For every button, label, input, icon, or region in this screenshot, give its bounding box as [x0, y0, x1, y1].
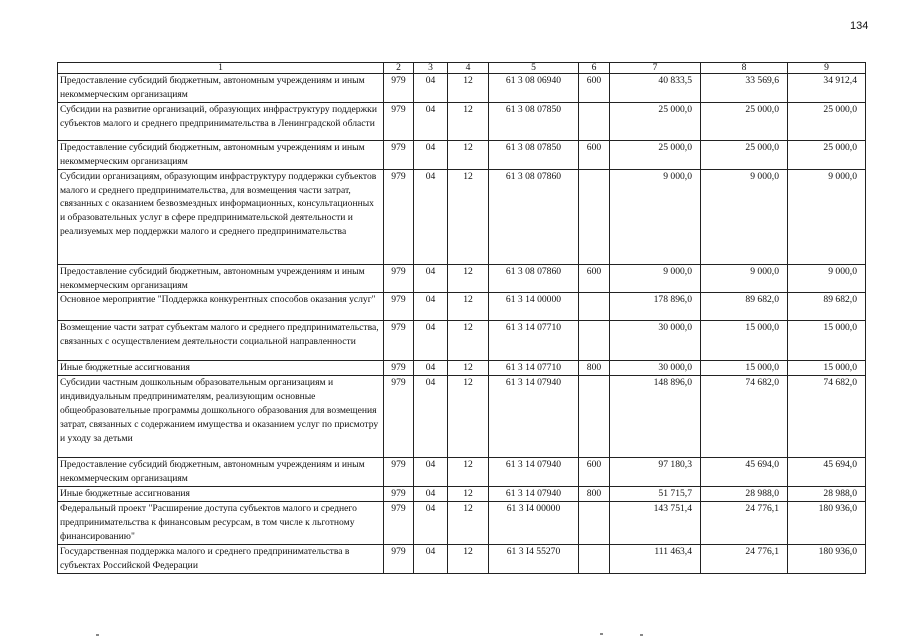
cell-col-9: 34 912,4	[788, 74, 866, 103]
cell-col-3: 04	[414, 502, 448, 545]
table-row	[58, 74, 866, 103]
table-row	[58, 544, 866, 573]
cell-col-3: 04	[414, 321, 448, 361]
table-row	[58, 321, 866, 361]
cell-col-8: 28 988,0	[701, 487, 788, 502]
cell-col-2: 979	[384, 264, 414, 293]
cell-col-4: 12	[448, 264, 489, 293]
cell-col-5: 61 3 08 06940	[489, 74, 579, 103]
cell-col-4: 12	[448, 293, 489, 321]
cell-col-5: 61 3 14 00000	[489, 293, 579, 321]
table-body	[58, 74, 866, 574]
cell-col-8: 9 000,0	[701, 169, 788, 264]
cell-col-8: 24 776,1	[701, 544, 788, 573]
cell-col-9: 74 682,0	[788, 376, 866, 458]
cell-col-5: 61 3 14 07940	[489, 376, 579, 458]
cell-col-6: 600	[579, 264, 610, 293]
cell-col-8: 45 694,0	[701, 458, 788, 487]
table-row	[58, 169, 866, 264]
cell-col-8: 89 682,0	[701, 293, 788, 321]
cell-col-6: 600	[579, 140, 610, 169]
cell-col-5: 61 3 I4 00000	[489, 502, 579, 545]
scan-mark	[640, 634, 643, 636]
cell-col-8: 24 776,1	[701, 502, 788, 545]
cell-col-3: 04	[414, 140, 448, 169]
cell-col-5: 61 3 08 07860	[489, 169, 579, 264]
cell-name: Субсидии организациям, образующим инфраструктуру поддержки субъектов малого и среднего предпринимательства, для возмещения части затрат, связанных с оказанием безвозмездных информационных, консультационных и образовательных услуг в сфере предпринимательской деятельности и реализуемых мер поддержки малого и среднего предпринимательства	[58, 169, 384, 264]
cell-name: Возмещение части затрат субъектам малого и среднего предпринимательства, связанных с осуществлением деятельности социальной направленности	[58, 321, 384, 361]
cell-col-4: 12	[448, 102, 489, 140]
cell-col-3: 04	[414, 458, 448, 487]
cell-col-7: 111 463,4	[610, 544, 701, 573]
scan-mark	[96, 634, 99, 636]
cell-col-3: 04	[414, 293, 448, 321]
table-row	[58, 502, 866, 545]
table-header-row	[58, 63, 866, 74]
cell-col-9: 9 000,0	[788, 264, 866, 293]
cell-col-5: 61 3 14 07940	[489, 487, 579, 502]
cell-col-9: 25 000,0	[788, 140, 866, 169]
cell-col-9: 28 988,0	[788, 487, 866, 502]
cell-col-6: 600	[579, 74, 610, 103]
cell-col-4: 12	[448, 544, 489, 573]
cell-name: Субсидии на развитие организаций, образующих инфраструктуру поддержки субъектов малого и среднего предпринимательства в Ленинградской области	[58, 102, 384, 140]
cell-col-8: 15 000,0	[701, 321, 788, 361]
table-row	[58, 293, 866, 321]
cell-col-4: 12	[448, 361, 489, 376]
cell-col-4: 12	[448, 487, 489, 502]
cell-col-7: 30 000,0	[610, 361, 701, 376]
cell-col-8: 33 569,6	[701, 74, 788, 103]
cell-col-7: 25 000,0	[610, 140, 701, 169]
cell-col-3: 04	[414, 74, 448, 103]
budget-table	[57, 62, 866, 574]
cell-col-7: 148 896,0	[610, 376, 701, 458]
cell-name: Предоставление субсидий бюджетным, автономным учреждениям и иным некоммерческим организациям	[58, 74, 384, 103]
header-col-9: 9	[788, 63, 866, 74]
cell-col-8: 25 000,0	[701, 102, 788, 140]
cell-name: Субсидии частным дошкольным образовательным организациям и индивидуальным предпринимателям, реализующим основные общеобразовательные программы дошкольного образования для возмещения затрат, связанных с содержанием имущества и оказанием услуг по присмотру и уходу за детьми	[58, 376, 384, 458]
cell-col-9: 180 936,0	[788, 502, 866, 545]
cell-col-6: 800	[579, 361, 610, 376]
header-col-1: 1	[58, 63, 384, 74]
header-col-6: 6	[579, 63, 610, 74]
cell-col-5: 61 3 14 07940	[489, 458, 579, 487]
cell-name: Предоставление субсидий бюджетным, автономным учреждениям и иным некоммерческим организациям	[58, 458, 384, 487]
table-row	[58, 487, 866, 502]
cell-col-9: 9 000,0	[788, 169, 866, 264]
cell-col-9: 180 936,0	[788, 544, 866, 573]
cell-col-6	[579, 544, 610, 573]
cell-col-4: 12	[448, 74, 489, 103]
header-col-2: 2	[384, 63, 414, 74]
cell-col-3: 04	[414, 544, 448, 573]
cell-col-7: 9 000,0	[610, 169, 701, 264]
cell-col-7: 9 000,0	[610, 264, 701, 293]
cell-name: Предоставление субсидий бюджетным, автономным учреждениям и иным некоммерческим организациям	[58, 140, 384, 169]
cell-col-2: 979	[384, 169, 414, 264]
cell-col-7: 97 180,3	[610, 458, 701, 487]
cell-col-6	[579, 293, 610, 321]
cell-name: Государственная поддержка малого и среднего предпринимательства в субъектах Российской Федерации	[58, 544, 384, 573]
cell-col-6: 600	[579, 458, 610, 487]
cell-col-7: 51 715,7	[610, 487, 701, 502]
cell-col-9: 25 000,0	[788, 102, 866, 140]
cell-col-2: 979	[384, 140, 414, 169]
cell-col-3: 04	[414, 376, 448, 458]
cell-col-6: 800	[579, 487, 610, 502]
cell-col-8: 25 000,0	[701, 140, 788, 169]
cell-col-6	[579, 321, 610, 361]
cell-col-9: 15 000,0	[788, 361, 866, 376]
cell-col-6	[579, 169, 610, 264]
cell-col-7: 178 896,0	[610, 293, 701, 321]
header-col-5: 5	[489, 63, 579, 74]
table-row	[58, 264, 866, 293]
cell-col-8: 15 000,0	[701, 361, 788, 376]
cell-col-4: 12	[448, 169, 489, 264]
cell-col-2: 979	[384, 376, 414, 458]
cell-col-6	[579, 502, 610, 545]
header-col-7: 7	[610, 63, 701, 74]
cell-col-5: 61 3 14 07710	[489, 361, 579, 376]
cell-col-8: 9 000,0	[701, 264, 788, 293]
cell-name: Предоставление субсидий бюджетным, автономным учреждениям и иным некоммерческим организациям	[58, 264, 384, 293]
cell-col-4: 12	[448, 376, 489, 458]
cell-col-9: 89 682,0	[788, 293, 866, 321]
cell-col-2: 979	[384, 487, 414, 502]
page-number: 134	[850, 20, 869, 32]
cell-col-7: 30 000,0	[610, 321, 701, 361]
cell-col-3: 04	[414, 361, 448, 376]
table-row	[58, 376, 866, 458]
cell-col-5: 61 3 14 07710	[489, 321, 579, 361]
cell-col-2: 979	[384, 502, 414, 545]
cell-col-6	[579, 102, 610, 140]
cell-col-4: 12	[448, 140, 489, 169]
cell-col-3: 04	[414, 102, 448, 140]
scan-mark	[600, 633, 603, 635]
cell-col-2: 979	[384, 293, 414, 321]
cell-col-9: 45 694,0	[788, 458, 866, 487]
cell-name: Иные бюджетные ассигнования	[58, 361, 384, 376]
table-row	[58, 102, 866, 140]
cell-col-3: 04	[414, 169, 448, 264]
cell-col-7: 143 751,4	[610, 502, 701, 545]
cell-name: Иные бюджетные ассигнования	[58, 487, 384, 502]
cell-col-2: 979	[384, 74, 414, 103]
cell-col-8: 74 682,0	[701, 376, 788, 458]
cell-col-3: 04	[414, 264, 448, 293]
cell-col-5: 61 3 08 07850	[489, 102, 579, 140]
cell-col-2: 979	[384, 458, 414, 487]
table-row	[58, 140, 866, 169]
cell-col-4: 12	[448, 321, 489, 361]
scan-edge-marks	[0, 628, 905, 640]
cell-col-2: 979	[384, 361, 414, 376]
cell-col-5: 61 3 08 07860	[489, 264, 579, 293]
cell-col-2: 979	[384, 544, 414, 573]
header-col-4: 4	[448, 63, 489, 74]
table-row	[58, 361, 866, 376]
cell-col-4: 12	[448, 458, 489, 487]
cell-col-6	[579, 376, 610, 458]
cell-col-5: 61 3 I4 55270	[489, 544, 579, 573]
cell-col-2: 979	[384, 321, 414, 361]
cell-col-2: 979	[384, 102, 414, 140]
header-col-3: 3	[414, 63, 448, 74]
table-row	[58, 458, 866, 487]
cell-col-3: 04	[414, 487, 448, 502]
cell-col-5: 61 3 08 07850	[489, 140, 579, 169]
cell-name: Федеральный проект "Расширение доступа субъектов малого и среднего предпринимательства к финансовым ресурсам, в том числе к льготному финансированию"	[58, 502, 384, 545]
header-col-8: 8	[701, 63, 788, 74]
cell-col-7: 25 000,0	[610, 102, 701, 140]
cell-col-7: 40 833,5	[610, 74, 701, 103]
cell-col-9: 15 000,0	[788, 321, 866, 361]
cell-name: Основное мероприятие "Поддержка конкурентных способов оказания услуг"	[58, 293, 384, 321]
cell-col-4: 12	[448, 502, 489, 545]
